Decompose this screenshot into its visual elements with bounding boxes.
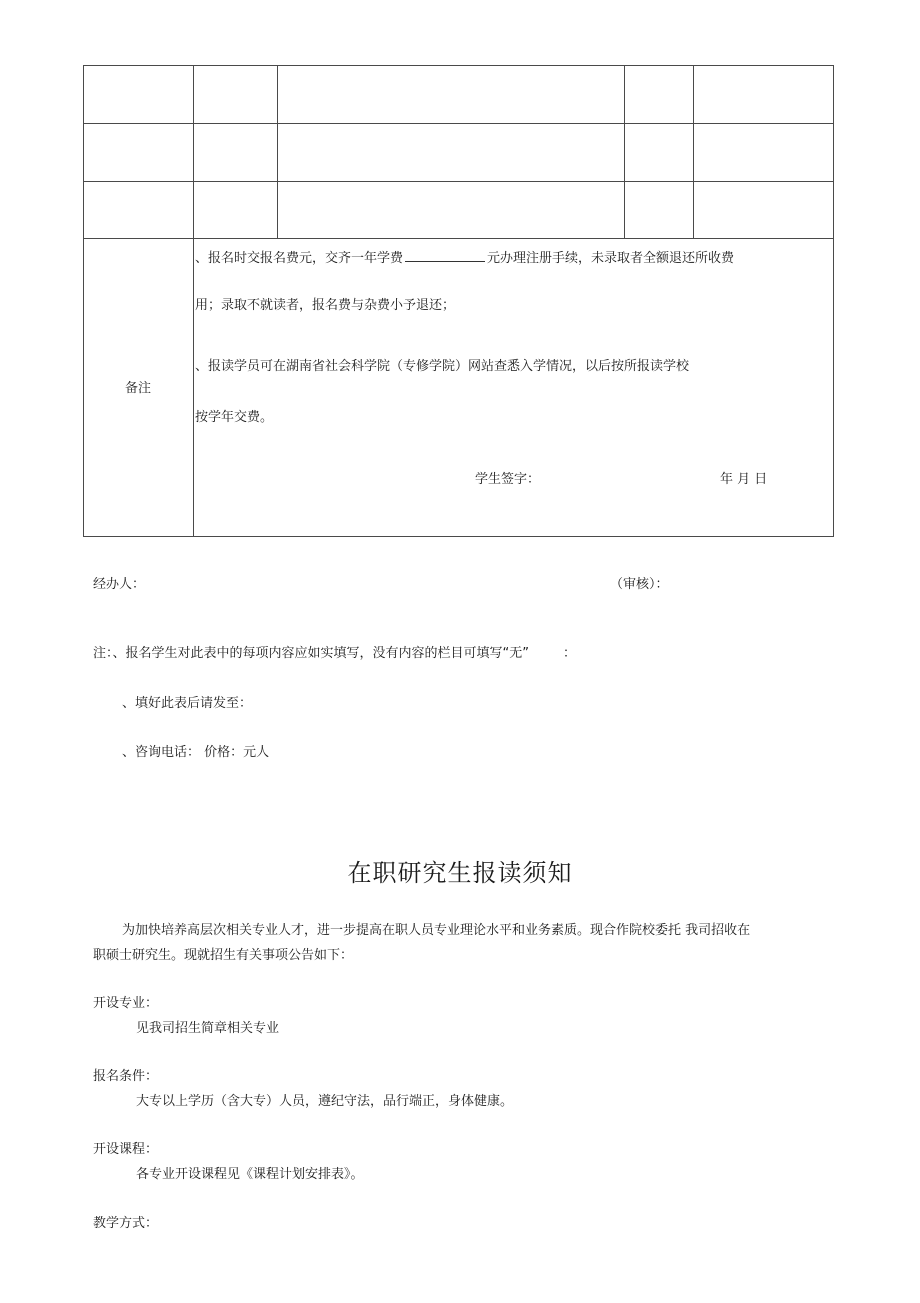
table-column-divider bbox=[693, 65, 694, 239]
date-label: 年 月 日 bbox=[720, 472, 768, 487]
registration-form-table bbox=[83, 65, 834, 537]
note-item-1-tail: ： bbox=[562, 646, 576, 661]
table-column-divider bbox=[193, 65, 194, 537]
remarks-label: 备注 bbox=[125, 381, 152, 396]
intro-line-1: 为加快培养高层次相关专业人才，进一步提高在职人员专业理论水平和业务素质。现合作院校委托 我司招收在 bbox=[122, 923, 751, 938]
intro-line-2: 职硕士研究生。现就招生有关事项公告如下： bbox=[93, 948, 354, 963]
section-body-requirements: 大专以上学历（含大专）人员，遵纪守法，品行端正，身体健康。 bbox=[136, 1094, 514, 1109]
remarks-line-1-start: 、报名时交报名费元，交齐一年学费 bbox=[195, 251, 404, 266]
table-row-divider bbox=[83, 181, 834, 182]
section-heading-courses: 开设课程： bbox=[93, 1142, 159, 1157]
table-row-divider bbox=[83, 123, 834, 124]
remarks-line-4: 按学年交费。 bbox=[195, 410, 274, 425]
section-body-majors: 见我司招生简章相关专业 bbox=[136, 1021, 280, 1036]
fee-blank-field bbox=[405, 250, 485, 262]
table-column-divider bbox=[624, 65, 625, 239]
remarks-line-1-end: 元办理注册手续，未录取者全额退还所收费 bbox=[487, 251, 735, 266]
note-item-2: 、填好此表后请发至： bbox=[122, 696, 253, 711]
table-row-divider bbox=[83, 238, 834, 239]
review-label: （审核）： bbox=[610, 577, 669, 592]
section-heading-requirements: 报名条件： bbox=[93, 1069, 159, 1084]
section-heading-teaching: 教学方式： bbox=[93, 1216, 159, 1231]
handler-label: 经办人： bbox=[93, 577, 146, 592]
note-item-3: 、咨询电话： 价格：元人 bbox=[122, 745, 270, 760]
remarks-line-3: 、报读学员可在湖南省社会科学院（专修学院）网站查悉入学情况，以后按所报读学校 bbox=[195, 359, 690, 374]
section-body-courses: 各专业开设课程见《课程计划安排表》。 bbox=[136, 1167, 364, 1182]
section-heading-majors: 开设专业： bbox=[93, 996, 159, 1011]
student-signature-label: 学生签字： bbox=[475, 472, 541, 487]
remarks-line-1 bbox=[195, 250, 734, 267]
remarks-line-2: 用；录取不就读者，报名费与杂费小予退还； bbox=[195, 298, 456, 313]
note-item-1-text: 注：、报名学生对此表中的每项内容应如实填写，没有内容的栏目可填写“无” bbox=[93, 646, 529, 661]
page-title: 在职研究生报读须知 bbox=[347, 859, 573, 887]
table-column-divider bbox=[277, 65, 278, 239]
note-item-1 bbox=[93, 646, 576, 662]
